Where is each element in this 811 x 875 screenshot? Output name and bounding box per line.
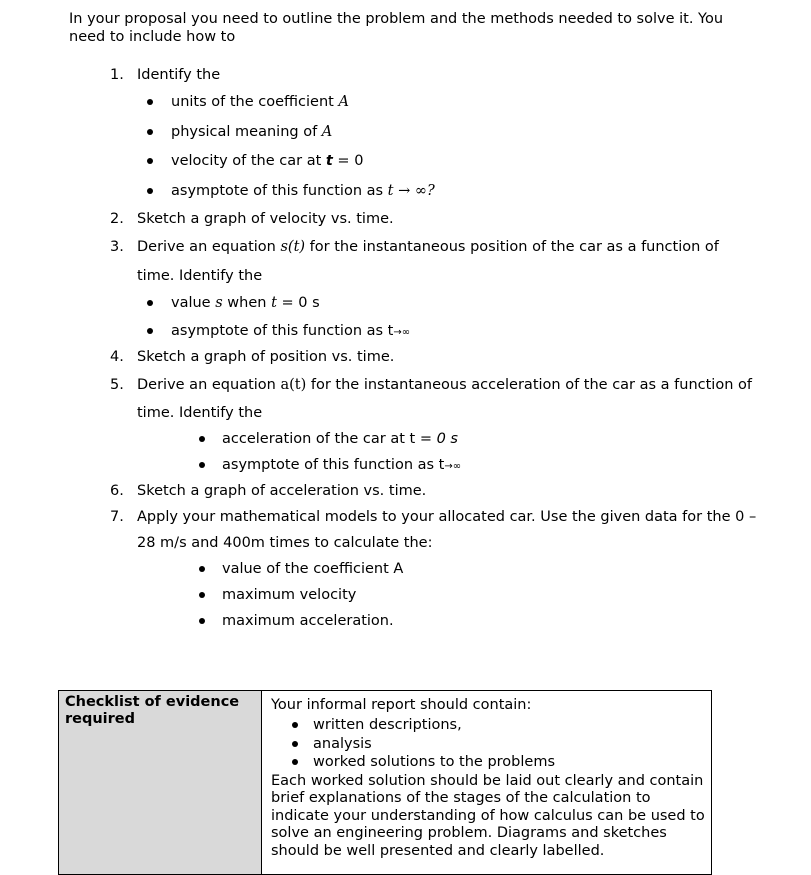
item-5-bullet-2: asymptote of this function as t→∞ (222, 457, 462, 473)
checklist-content (262, 691, 711, 874)
checklist-paragraph: Each worked solution should be laid out clearly and contain brief explanations of the stages of the calculation to indicate your understanding of how calculus can be used to solve an engineering problem. Diagrams and sketches should be well presented and clearly labelled. (271, 772, 705, 859)
item-7-bullet-1: value of the coefficient A (222, 561, 404, 577)
item-7-bullet-3: maximum acceleration. (222, 613, 394, 629)
bullet-dot (147, 188, 153, 194)
bullet-dot (147, 300, 153, 306)
item-1-bullet-3: velocity of the car at t = 0 (171, 153, 364, 169)
bullet-dot (199, 618, 205, 624)
item-7-text-line-2: 28 m/s and 400m times to calculate the: (137, 535, 433, 551)
intro-line-2: need to include how to (69, 29, 236, 45)
item-4-text: Sketch a graph of position vs. time. (137, 349, 395, 365)
item-5-bullet-1: acceleration of the car at t = 0 s (222, 431, 458, 447)
item-7-text: Apply your mathematical models to your allocated car. Use the given data for the 0 – (137, 509, 757, 525)
item-3-text-line-2: time. Identify the (137, 268, 263, 284)
item-1-bullet-4: asymptote of this function as t → ∞? (171, 183, 435, 199)
checklist-intro: Your informal report should contain: (271, 697, 532, 713)
list-item: written descriptions, (313, 716, 711, 735)
checklist-label: Checklist of evidence required (59, 691, 262, 874)
item-6-text: Sketch a graph of acceleration vs. time. (137, 483, 427, 499)
item-1-number: 1. (110, 67, 124, 83)
bullet-dot (147, 99, 153, 105)
item-1-bullet-2: physical meaning of A (171, 124, 333, 140)
bullet-dot (199, 566, 205, 572)
item-1-bullet-1: units of the coefficient A (171, 94, 349, 110)
item-4-number: 4. (110, 349, 124, 365)
item-5-text: Derive an equation a(t) for the instantaneous acceleration of the car as a function of (137, 377, 752, 393)
bullet-dot (147, 328, 153, 334)
bullet-dot (147, 158, 153, 164)
intro-line-1: In your proposal you need to outline the problem and the methods needed to solve it. You (69, 11, 724, 27)
checklist-table (58, 690, 712, 875)
item-1-text: Identify the (137, 67, 221, 83)
bullet-dot (147, 129, 153, 135)
item-3-bullet-2: asymptote of this function as t→∞ (171, 323, 411, 339)
bullet-dot (199, 592, 205, 598)
list-item: analysis (313, 735, 711, 754)
item-2-text: Sketch a graph of velocity vs. time. (137, 211, 394, 227)
item-3-bullet-1: value s when t = 0 s (171, 295, 320, 311)
bullet-dot (199, 436, 205, 442)
list-item: worked solutions to the problems (313, 753, 711, 772)
item-7-bullet-2: maximum velocity (222, 587, 357, 603)
bullet-dot (199, 462, 205, 468)
item-3-number: 3. (110, 239, 124, 255)
checklist-bullets (271, 716, 711, 772)
item-5-text-line-2: time. Identify the (137, 405, 263, 421)
item-3-text: Derive an equation s(t) for the instantaneous position of the car as a function of (137, 239, 719, 255)
item-2-number: 2. (110, 211, 124, 227)
item-6-number: 6. (110, 483, 124, 499)
item-7-number: 7. (110, 509, 124, 525)
item-5-number: 5. (110, 377, 124, 393)
